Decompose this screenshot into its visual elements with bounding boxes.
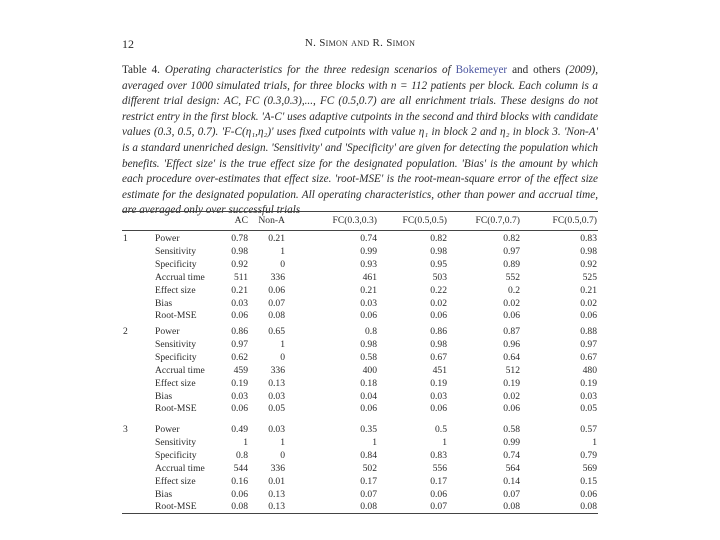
- table-cell: 0.19: [231, 377, 248, 389]
- caption-text-cont: averaged over 1000 simulated trials, for three blocks with n = 112 patients per block. Each column is a different trial design: AC, FC (0.3,0.3),..., FC (0.5,0.7) are all enrichment trials. These designs do not restrict entry in the first block. 'A-C' uses adaptive cutpoints in the second and third blocks with candidate values (0.3, 0.5, 0.7). 'F-C(η₁,η₂)' uses fixed cutpoints with value η₁ in block 2 and η₂ in block 3. 'Non-A' is a standard unenriched design. 'Sensitivity' and 'Specificity' are given for detecting the population which benefits. 'Effect size' is the true effect size for the designated population. 'Bias' is the amount by which each procedure over-estimates that effect size. 'root-MSE' is the root-mean-square error of the effect size estimate for the designated population. All operating characteristics, other than power and accrual time,: [122, 79, 598, 201]
- table-cell: 0.79: [580, 449, 597, 461]
- table-cell: 0.17: [360, 475, 377, 487]
- table-cell: 511: [233, 271, 248, 283]
- table-cell: 0.22: [430, 284, 447, 296]
- table-cell: 0.06: [430, 403, 447, 415]
- table-cell: 0.83: [430, 449, 447, 461]
- row-label: Root-MSE: [155, 501, 197, 513]
- table-cell: 0.99: [360, 245, 377, 257]
- citation-link[interactable]: Bokemeyer: [455, 64, 508, 76]
- table-cell: 0.08: [268, 310, 285, 322]
- table-cell: 0.03: [360, 297, 377, 309]
- table-caption: [122, 63, 598, 219]
- table-cell: 0.92: [231, 258, 248, 270]
- table-cell: 0.2: [508, 284, 520, 296]
- row-label: Bias: [155, 390, 173, 402]
- column-header: Non-A: [258, 215, 285, 226]
- table-cell: 0.03: [231, 297, 248, 309]
- row-label: Effect size: [155, 377, 196, 389]
- table-cell: 1: [280, 245, 285, 257]
- table-cell: 0.16: [231, 475, 248, 487]
- table-cell: 0.5: [435, 424, 447, 435]
- table-cell: 0.96: [503, 338, 520, 350]
- table-cell: 0.97: [231, 338, 248, 350]
- column-header: FC(0.7,0.7): [475, 215, 520, 226]
- table-cell: 0.98: [231, 245, 248, 257]
- table-cell: 0.05: [580, 403, 597, 415]
- table-cell: 0.84: [360, 449, 377, 461]
- table-cell: 0.06: [503, 403, 520, 415]
- table-cell: 480: [582, 364, 597, 376]
- table-cell: 0.13: [268, 501, 285, 513]
- table-cell: 0.19: [503, 377, 520, 389]
- table-cell: 1: [280, 338, 285, 350]
- table-cell: 0.05: [268, 403, 285, 415]
- table-cell: 0.06: [580, 310, 597, 322]
- table-cell: 0.58: [360, 351, 377, 363]
- table-cell: 0.02: [503, 390, 520, 402]
- citation-others: and others: [507, 64, 561, 76]
- table-cell: 0.03: [580, 390, 597, 402]
- table-cell: 544: [233, 462, 248, 474]
- table-cell: 0.97: [503, 245, 520, 257]
- table-cell: 0.21: [231, 284, 248, 296]
- table-cell: 502: [362, 462, 377, 474]
- table-cell: 512: [505, 364, 520, 376]
- table-cell: 1: [280, 436, 285, 448]
- row-label: Bias: [155, 488, 173, 500]
- table-cell: 0.62: [231, 351, 248, 363]
- table-cell: 0.65: [268, 326, 285, 337]
- table-cell: 0.06: [430, 488, 447, 500]
- table-cell: 0.01: [268, 475, 285, 487]
- table-cell: 0.06: [231, 310, 248, 322]
- table-cell: 0.93: [360, 258, 377, 270]
- table-cell: 0.03: [430, 390, 447, 402]
- table-cell: 0.87: [503, 326, 520, 337]
- table-cell: 1: [442, 436, 447, 448]
- table-cell: 0.67: [430, 351, 447, 363]
- row-label: Power: [155, 326, 180, 337]
- table-cell: 0.14: [503, 475, 520, 487]
- row-label: Accrual time: [155, 462, 205, 474]
- table-cell: 0.86: [231, 326, 248, 337]
- scenario-number: 3: [123, 424, 128, 435]
- table-cell: 451: [432, 364, 447, 376]
- caption-text: Operating characteristics for the three redesign scenarios of: [159, 64, 456, 76]
- table-cell: 0: [280, 351, 285, 363]
- table-cell: 0.08: [231, 501, 248, 513]
- table-cell: 0.98: [430, 245, 447, 257]
- table-cell: 569: [582, 462, 597, 474]
- table-cell: 503: [432, 271, 447, 283]
- table-cell: 0.83: [580, 233, 597, 244]
- row-label: Specificity: [155, 258, 197, 270]
- table-cell: 0.35: [360, 424, 377, 435]
- table-cell: 0.07: [503, 488, 520, 500]
- table-cell: 1: [592, 436, 597, 448]
- table-cell: 0.74: [503, 449, 520, 461]
- row-label: Sensitivity: [155, 436, 197, 448]
- table-cell: 1: [372, 436, 377, 448]
- table-cell: 336: [270, 271, 285, 283]
- column-header: AC: [234, 215, 248, 226]
- table-cell: 0.08: [360, 501, 377, 513]
- table-cell: 336: [270, 364, 285, 376]
- row-label: Root-MSE: [155, 310, 197, 322]
- row-label: Sensitivity: [155, 338, 197, 350]
- row-label: Effect size: [155, 475, 196, 487]
- table-cell: 0.89: [503, 258, 520, 270]
- table-cell: 0.98: [360, 338, 377, 350]
- row-label: Power: [155, 424, 180, 435]
- table-cell: 0.64: [503, 351, 520, 363]
- column-header: FC(0.3,0.3): [332, 215, 377, 226]
- table-cell: 0.82: [503, 233, 520, 244]
- table-cell: 0.04: [360, 390, 377, 402]
- table-cell: 0.97: [580, 338, 597, 350]
- scenario-number: 2: [123, 326, 128, 337]
- table-cell: 336: [270, 462, 285, 474]
- table-cell: 400: [362, 364, 377, 376]
- table-cell: 0.19: [430, 377, 447, 389]
- table-cell: 0: [280, 449, 285, 461]
- table-cell: 0.86: [430, 326, 447, 337]
- row-label: Accrual time: [155, 364, 205, 376]
- table-cell: 0.98: [430, 338, 447, 350]
- table-cell: 0.06: [503, 310, 520, 322]
- table-cell: 0.18: [360, 377, 377, 389]
- caption-label: Table 4.: [122, 64, 160, 76]
- table-cell: 0.21: [360, 284, 377, 296]
- column-header: FC(0.5,0.7): [552, 215, 597, 226]
- row-label: Specificity: [155, 449, 197, 461]
- table-cell: 564: [505, 462, 520, 474]
- table-cell: 0.03: [268, 390, 285, 402]
- table-cell: 0.06: [360, 310, 377, 322]
- table-cell: 0.57: [580, 424, 597, 435]
- table-cell: 0: [280, 258, 285, 270]
- table-cell: 0.13: [268, 488, 285, 500]
- table-cell: 0.06: [360, 403, 377, 415]
- table-cell: 0.08: [503, 501, 520, 513]
- table-cell: 0.06: [231, 488, 248, 500]
- table-cell: 0.95: [430, 258, 447, 270]
- column-header: FC(0.5,0.5): [402, 215, 447, 226]
- table-cell: 0.15: [580, 475, 597, 487]
- table-cell: 525: [582, 271, 597, 283]
- table-cell: 0.17: [430, 475, 447, 487]
- running-title: N. Simon and R. Simon: [304, 37, 416, 49]
- row-label: Accrual time: [155, 271, 205, 283]
- table-cell: 459: [233, 364, 248, 376]
- table-cell: 0.06: [430, 310, 447, 322]
- table-top-rule: [122, 211, 598, 212]
- citation-year: (2009),: [560, 64, 599, 76]
- table-cell: 461: [362, 271, 377, 283]
- table-cell: 0.8: [236, 449, 248, 461]
- table-cell: 0.02: [580, 297, 597, 309]
- row-label: Bias: [155, 297, 173, 309]
- table-cell: 0.82: [430, 233, 447, 244]
- table-cell: 0.02: [503, 297, 520, 309]
- table-cell: 0.03: [231, 390, 248, 402]
- table-cell: 0.58: [503, 424, 520, 435]
- table-cell: 0.03: [268, 424, 285, 435]
- table-cell: 0.78: [231, 233, 248, 244]
- table-cell: 552: [505, 271, 520, 283]
- table-cell: 0.13: [268, 377, 285, 389]
- row-label: Effect size: [155, 284, 196, 296]
- table-cell: 0.06: [231, 403, 248, 415]
- table-cell: 0.49: [231, 424, 248, 435]
- table-header-rule: [122, 230, 598, 231]
- table-cell: 0.19: [580, 377, 597, 389]
- table-cell: 0.8: [365, 326, 377, 337]
- table-cell: 0.06: [580, 488, 597, 500]
- table-cell: 0.99: [503, 436, 520, 448]
- row-label: Power: [155, 233, 180, 244]
- table-cell: 0.98: [580, 245, 597, 257]
- table-cell: 0.67: [580, 351, 597, 363]
- scenario-number: 1: [123, 233, 128, 244]
- table-cell: 556: [432, 462, 447, 474]
- table-cell: 0.06: [268, 284, 285, 296]
- table-cell: 0.07: [268, 297, 285, 309]
- table-cell: 0.07: [360, 488, 377, 500]
- table-cell: 0.74: [360, 233, 377, 244]
- table-cell: 1: [243, 436, 248, 448]
- table-cell: 0.88: [580, 326, 597, 337]
- row-label: Specificity: [155, 351, 197, 363]
- page-number: 12: [122, 37, 134, 51]
- table-cell: 0.08: [580, 501, 597, 513]
- row-label: Sensitivity: [155, 245, 197, 257]
- row-label: Root-MSE: [155, 403, 197, 415]
- table-cell: 0.02: [430, 297, 447, 309]
- table-cell: 0.92: [580, 258, 597, 270]
- table-cell: 0.07: [430, 501, 447, 513]
- table-cell: 0.21: [580, 284, 597, 296]
- table-cell: 0.21: [268, 233, 285, 244]
